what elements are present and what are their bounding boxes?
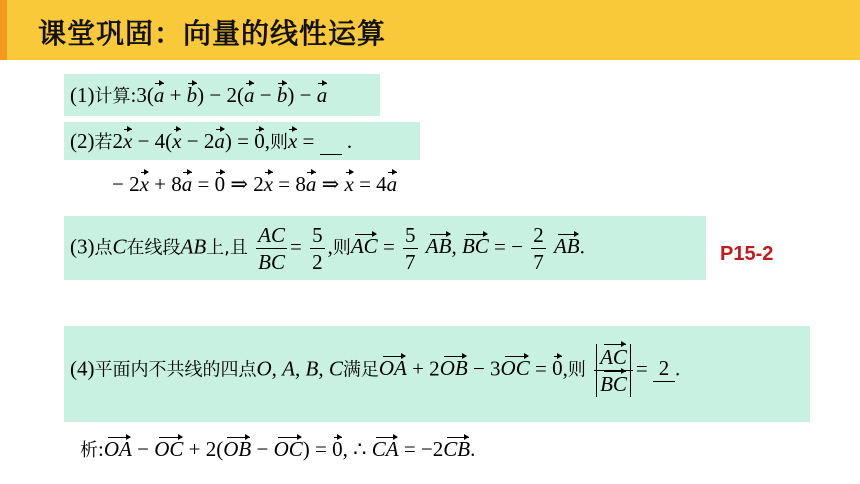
q2-blank bbox=[320, 129, 342, 155]
q3-answer1: $\frac{5}{7}$ bbox=[405, 223, 416, 274]
q3-ratio: $\frac{AC}{BC}$ bbox=[258, 223, 285, 274]
q2-solution: − 2x + 8a = 0 ⇒ 2x = 8a ⇒ x = 4a bbox=[112, 172, 398, 196]
q3-ratio-value: $\frac{5}{2}$ bbox=[312, 223, 323, 274]
q1-line: (1)计算:3(a + b) − 2(a − b) − a bbox=[70, 83, 328, 107]
q1-label-cn: 计算 bbox=[94, 86, 131, 107]
q3-line: (3)点C在线段AB上,且 $\frac{AC}{BC}$ = $\frac{5}{2}$ ,则AC = $\frac{5}{7}$ AB, BC = − $\frac{2}{7}$ AB. bbox=[70, 223, 585, 274]
q2-line: (2)若2x − 4(x − 2a) = 0,则x = . bbox=[70, 129, 353, 153]
q3-answer2: $\frac{2}{7}$ bbox=[533, 223, 544, 274]
analysis-line: 析:OA − OC + 2(OB − OC) = 0, ∴ CA = −2CB. bbox=[80, 437, 476, 461]
title-bar bbox=[0, 0, 860, 60]
page-title: 课堂巩固：向量的线性运算 bbox=[38, 17, 387, 50]
q2-label-cn: 若 bbox=[94, 132, 113, 153]
analysis-label: 析 bbox=[80, 440, 98, 461]
q4-line: (4)平面内不共线的四点O, A, B, C满足OA + 2OB − 3OC = 0,则 $\frac{AC}{BC}$ = 2 . bbox=[70, 345, 681, 396]
title-accent bbox=[0, 0, 7, 60]
q4-answer: 2 bbox=[653, 356, 675, 382]
q3-reference: P15-2 bbox=[720, 243, 774, 265]
q4-ratio: $\frac{AC}{BC}$ bbox=[594, 344, 633, 397]
